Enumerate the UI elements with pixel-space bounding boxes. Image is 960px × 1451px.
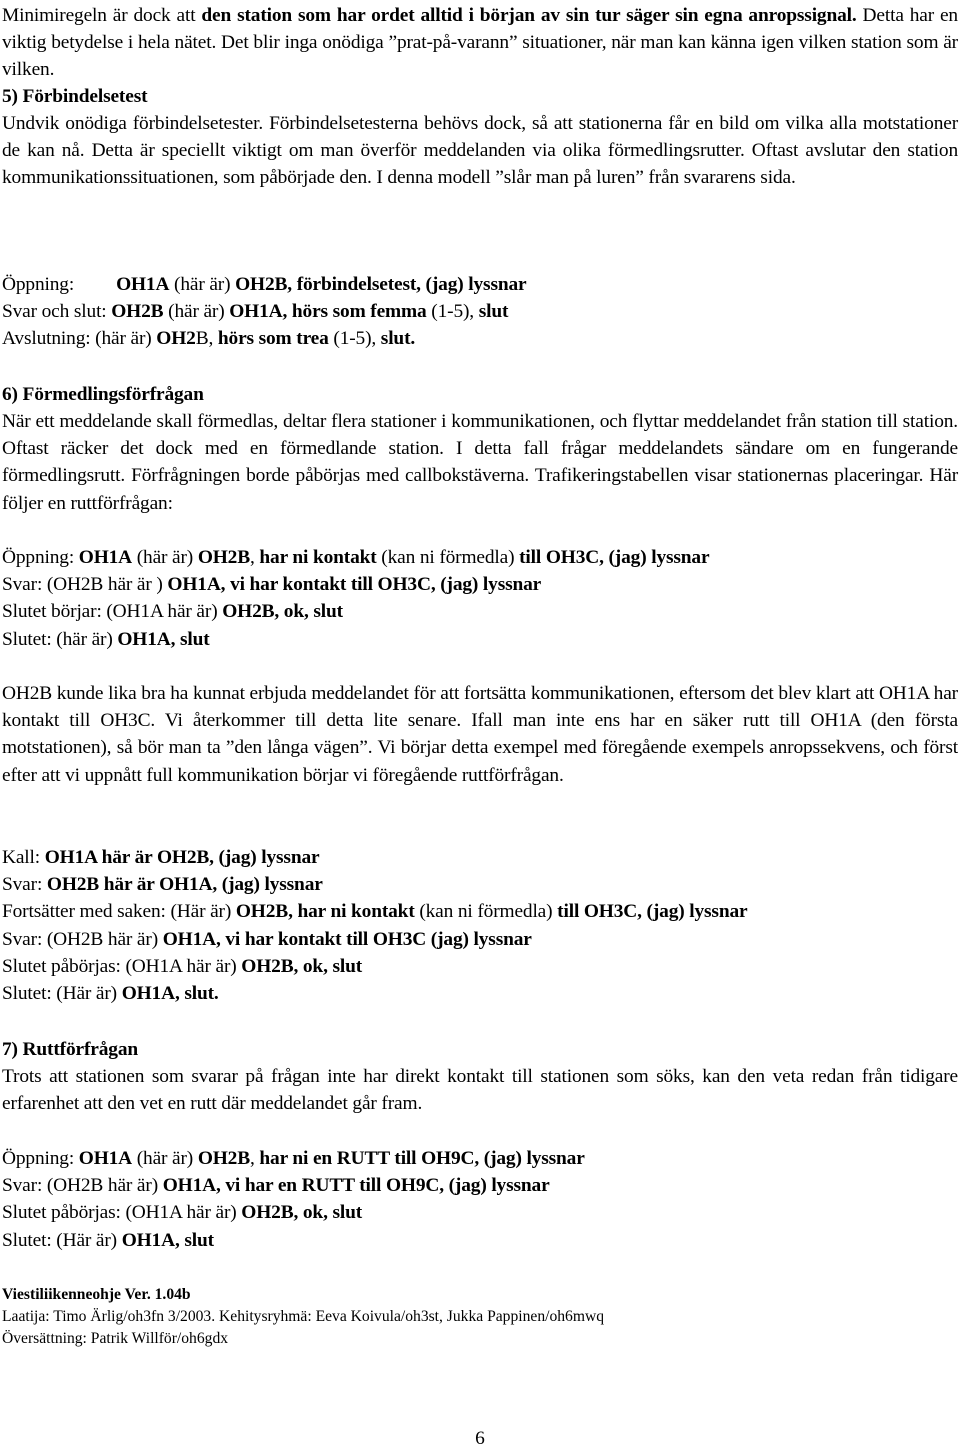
example-line: Fortsätter med saken: (Här är) OH2B, har ni kontakt (kan ni förmedla) till OH3C, (jag) lyssnar	[2, 901, 748, 923]
example-line: Svar: (OH2B här är) OH1A, vi har kontakt till OH3C (jag) lyssnar	[2, 928, 532, 950]
section-6-paragraph-2: OH2B kunde lika bra ha kunnat erbjuda meddelandet för att fortsätta kommunikationen, eftersom det blev klart att OH1A har kontakt till OH3C. Vi återkommer till detta lite senare. Ifall man inte ens har en säker rutt till OH1A (den första motstationen), så bör man ta ”den långa vägen”. Vi börjar detta exempel med föregående exempels anropssekvens, och först efter att vi uppnått full kommunikation börjar vi föregående ruttförfrågan.	[2, 683, 958, 786]
example-line-closing: Avslutning: (här är) OH2B, hörs som trea (1-5), slut.	[2, 328, 416, 350]
example-line-reply: Svar och slut: OH2B (här är) OH1A, hörs som femma (1-5), slut	[2, 301, 509, 323]
section-7-body: Trots att stationen som svarar på frågan inte har direkt kontakt till stationen som söks, kan den veta redan från tidigare erfarenhet att den vet en rutt där meddelandet går fram.	[2, 1066, 958, 1115]
intro-text-bold: den station som har ordet alltid i början av sin tur säger sin egna anropssignal.	[201, 5, 857, 26]
section-6-body: När ett meddelande skall förmedlas, deltar flera stationer i kommunikationen, och flyttar meddelandet från station till station. Oftast räcker det dock med en förmedlande station. I detta fall frågar meddelandets sändare om en fungerande förmedlingsrutt. Förfrågningen borde påbörjas med callbokstäverna. Trafikeringstabellen visar stationernas placeringar. Här följer en ruttförfrågan:	[2, 411, 959, 514]
example-line: Svar: OH2B här är OH1A, (jag) lyssnar	[2, 874, 323, 896]
intro-text-1: Minimiregeln är dock att	[2, 5, 202, 26]
section-7-example	[2, 1145, 958, 1254]
section-6-example-2	[2, 844, 958, 1007]
example-line: Slutet: (Här är) OH1A, slut	[2, 1229, 214, 1251]
example-line: Kall: OH1A här är OH2B, (jag) lyssnar	[2, 847, 320, 868]
example-line: Slutet: (Här är) OH1A, slut.	[2, 983, 219, 1005]
intro-paragraph	[2, 2, 958, 84]
section-6-example-1	[2, 544, 958, 653]
section-5-body: Undvik onödiga förbindelsetester. Förbindelsetesterna behövs dock, så att stationerna får en bild om vilka alla motstationer de kan nå. Detta är speciellt viktigt om man överför meddelanden via olika förmedlingsrutter. Oftast avslutar den station kommunikationssituationen, som påbörjade den. I denna modell ”slår man på luren” från svararens sida.	[2, 113, 959, 189]
section-5-example	[2, 271, 958, 353]
example-line: Slutet påbörjas: (OH1A här är) OH2B, ok, slut	[2, 1202, 363, 1224]
section-6-heading: 6) Förmedlingsförfrågan	[2, 384, 204, 405]
section-7-heading: 7) Ruttförfrågan	[2, 1039, 138, 1060]
example-line: Öppning: OH1A (här är) OH2B, har ni kontakt (kan ni förmedla) till OH3C, (jag) lyssnar	[2, 547, 710, 568]
footer-title: Viestiliikenneohje Ver. 1.04b	[2, 1286, 191, 1303]
example-line: Svar: (OH2B här är) OH1A, vi har en RUTT till OH9C, (jag) lyssnar	[2, 1175, 550, 1197]
example-line-opening: Öppning: OH1A (här är) OH2B, förbindelsetest, (jag) lyssnar	[2, 274, 527, 295]
example-line: Slutet påbörjas: (OH1A här är) OH2B, ok, slut	[2, 955, 363, 977]
section-5-heading: 5) Förbindelsetest	[2, 86, 148, 107]
page-number: 6	[475, 1428, 485, 1449]
example-line: Svar: (OH2B här är ) OH1A, vi har kontakt till OH3C, (jag) lyssnar	[2, 574, 542, 596]
footer-translation: Översättning: Patrik Willför/oh6gdx	[2, 1330, 229, 1347]
example-line: Slutet: (här är) OH1A, slut	[2, 628, 210, 650]
footer-authors: Laatija: Timo Ärlig/oh3fn 3/2003. Kehitysryhmä: Eeva Koivula/oh3st, Jukka Pappinen/oh6mwq	[2, 1308, 605, 1325]
example-line: Öppning: OH1A (här är) OH2B, har ni en RUTT till OH9C, (jag) lyssnar	[2, 1148, 585, 1169]
example-line: Slutet börjar: (OH1A här är) OH2B, ok, slut	[2, 601, 343, 623]
intro-text-2: Detta har en viktig betydelse i hela nätet. Det blir inga onödiga ”prat-på-varann” situationer, när man kan känna igen vilken station som är vilken.	[2, 5, 958, 81]
